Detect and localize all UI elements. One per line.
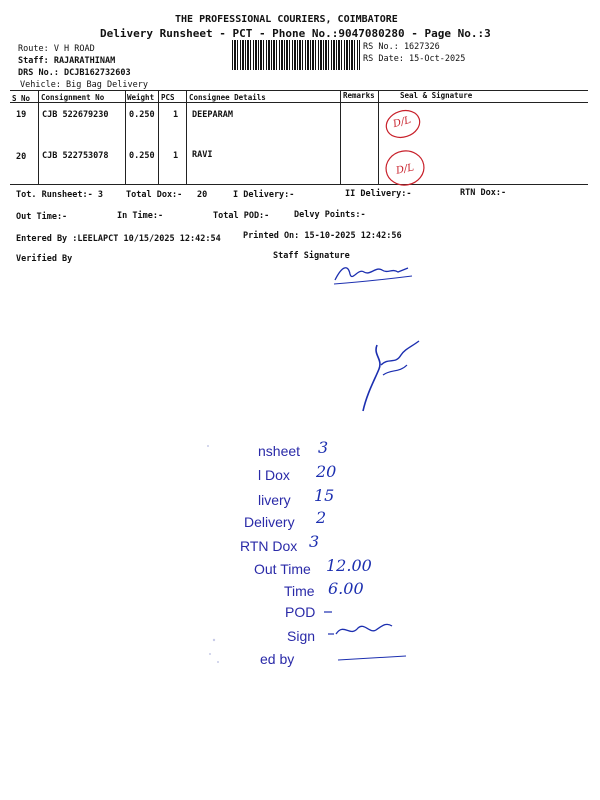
stamp-value: 3 [309, 532, 320, 551]
company-title: THE PROFESSIONAL COURIERS, COIMBATORE [175, 14, 398, 25]
stamp-value: 12.00 [326, 556, 372, 575]
stamp-value: 3 [318, 438, 329, 457]
stamp-label: ed by [260, 651, 295, 667]
row-consignment: CJB 522679230 [42, 110, 109, 120]
stamp-label: RTN Dox [240, 538, 298, 554]
handwritten-signature-icon [355, 335, 435, 415]
row-consignment: CJB 522753078 [42, 151, 109, 161]
ii-delivery: II Delivery:- [345, 189, 412, 199]
stamp-label: l Dox [258, 467, 290, 483]
delvy-points: Delvy Points:- [294, 210, 366, 220]
header-pcs: PCS [161, 93, 175, 102]
row-consignee: RAVI [192, 150, 213, 160]
stamp-value: 2 [316, 508, 327, 527]
row-pcs: 1 [173, 110, 179, 120]
rs-date: RS Date: 15-Oct-2025 [363, 54, 466, 64]
stamp-label: livery [258, 492, 291, 508]
row-pcs: 1 [173, 151, 179, 161]
header-remarks: Remarks [343, 91, 375, 100]
stamp-label: Out Time [254, 561, 311, 577]
stamp-label: nsheet [258, 443, 301, 459]
row-consignee: DEEPARAM [192, 110, 233, 120]
route-text: Route: V H ROAD [18, 44, 95, 54]
header-sno: S No [12, 94, 31, 103]
barcode-image [232, 40, 360, 70]
stamp-label: Sign [287, 628, 316, 644]
row-weight: 0.250 [129, 151, 155, 161]
i-delivery: I Delivery:- [233, 190, 295, 200]
row-sno: 19 [16, 110, 27, 120]
header-weight: Weight [127, 93, 155, 102]
entered-by: Entered By :LEELAPCT 10/15/2025 12:42:54 [16, 234, 221, 244]
staff-signature-icon [330, 258, 420, 290]
header-consignee-details: Consignee Details [189, 93, 266, 102]
rs-number: RS No.: 1627326 [363, 42, 440, 52]
runsheet-title: Delivery Runsheet - PCT - Phone No.:9047080280 - Page No.:3 [100, 27, 491, 40]
drs-number: DRS No.: DCJB162732603 [18, 68, 131, 78]
stamp-label: Time [284, 583, 315, 599]
stamp-value: 6.00 [328, 579, 364, 598]
staff-signature-label: Staff Signature [273, 251, 350, 261]
header-seal-signature: Seal & Signature [400, 91, 473, 100]
stamp-value: 20 [316, 462, 337, 481]
tot-runsheet: Tot. Runsheet:- 3 [16, 190, 103, 200]
stamp-fade-icon [200, 440, 230, 670]
row-sno: 20 [16, 152, 27, 162]
header-consignment-no: Consignment No [41, 93, 105, 102]
row-seal-mark: D/L [395, 162, 415, 177]
stamp-value: 15 [314, 486, 335, 505]
verified-by: Verified By [16, 254, 73, 264]
stamp-dash-icon [320, 604, 410, 674]
out-time: Out Time:- [16, 212, 68, 222]
printed-on: Printed On: 15-10-2025 12:42:56 [243, 231, 402, 241]
total-dox-value: 20 [197, 190, 208, 200]
row-weight: 0.250 [129, 110, 155, 120]
staff-text: Staff: RAJARATHINAM [18, 56, 116, 66]
row-seal-mark: D/L [391, 114, 413, 131]
vehicle-text: Vehicle: Big Bag Delivery [20, 80, 148, 90]
rtn-dox: RTN Dox:- [460, 188, 507, 198]
stamp-label: POD [285, 604, 316, 620]
stamp-label: Delivery [244, 514, 295, 530]
total-pod: Total POD:- [213, 211, 270, 221]
in-time: In Time:- [117, 211, 164, 221]
total-dox-label: Total Dox:- [126, 190, 183, 200]
